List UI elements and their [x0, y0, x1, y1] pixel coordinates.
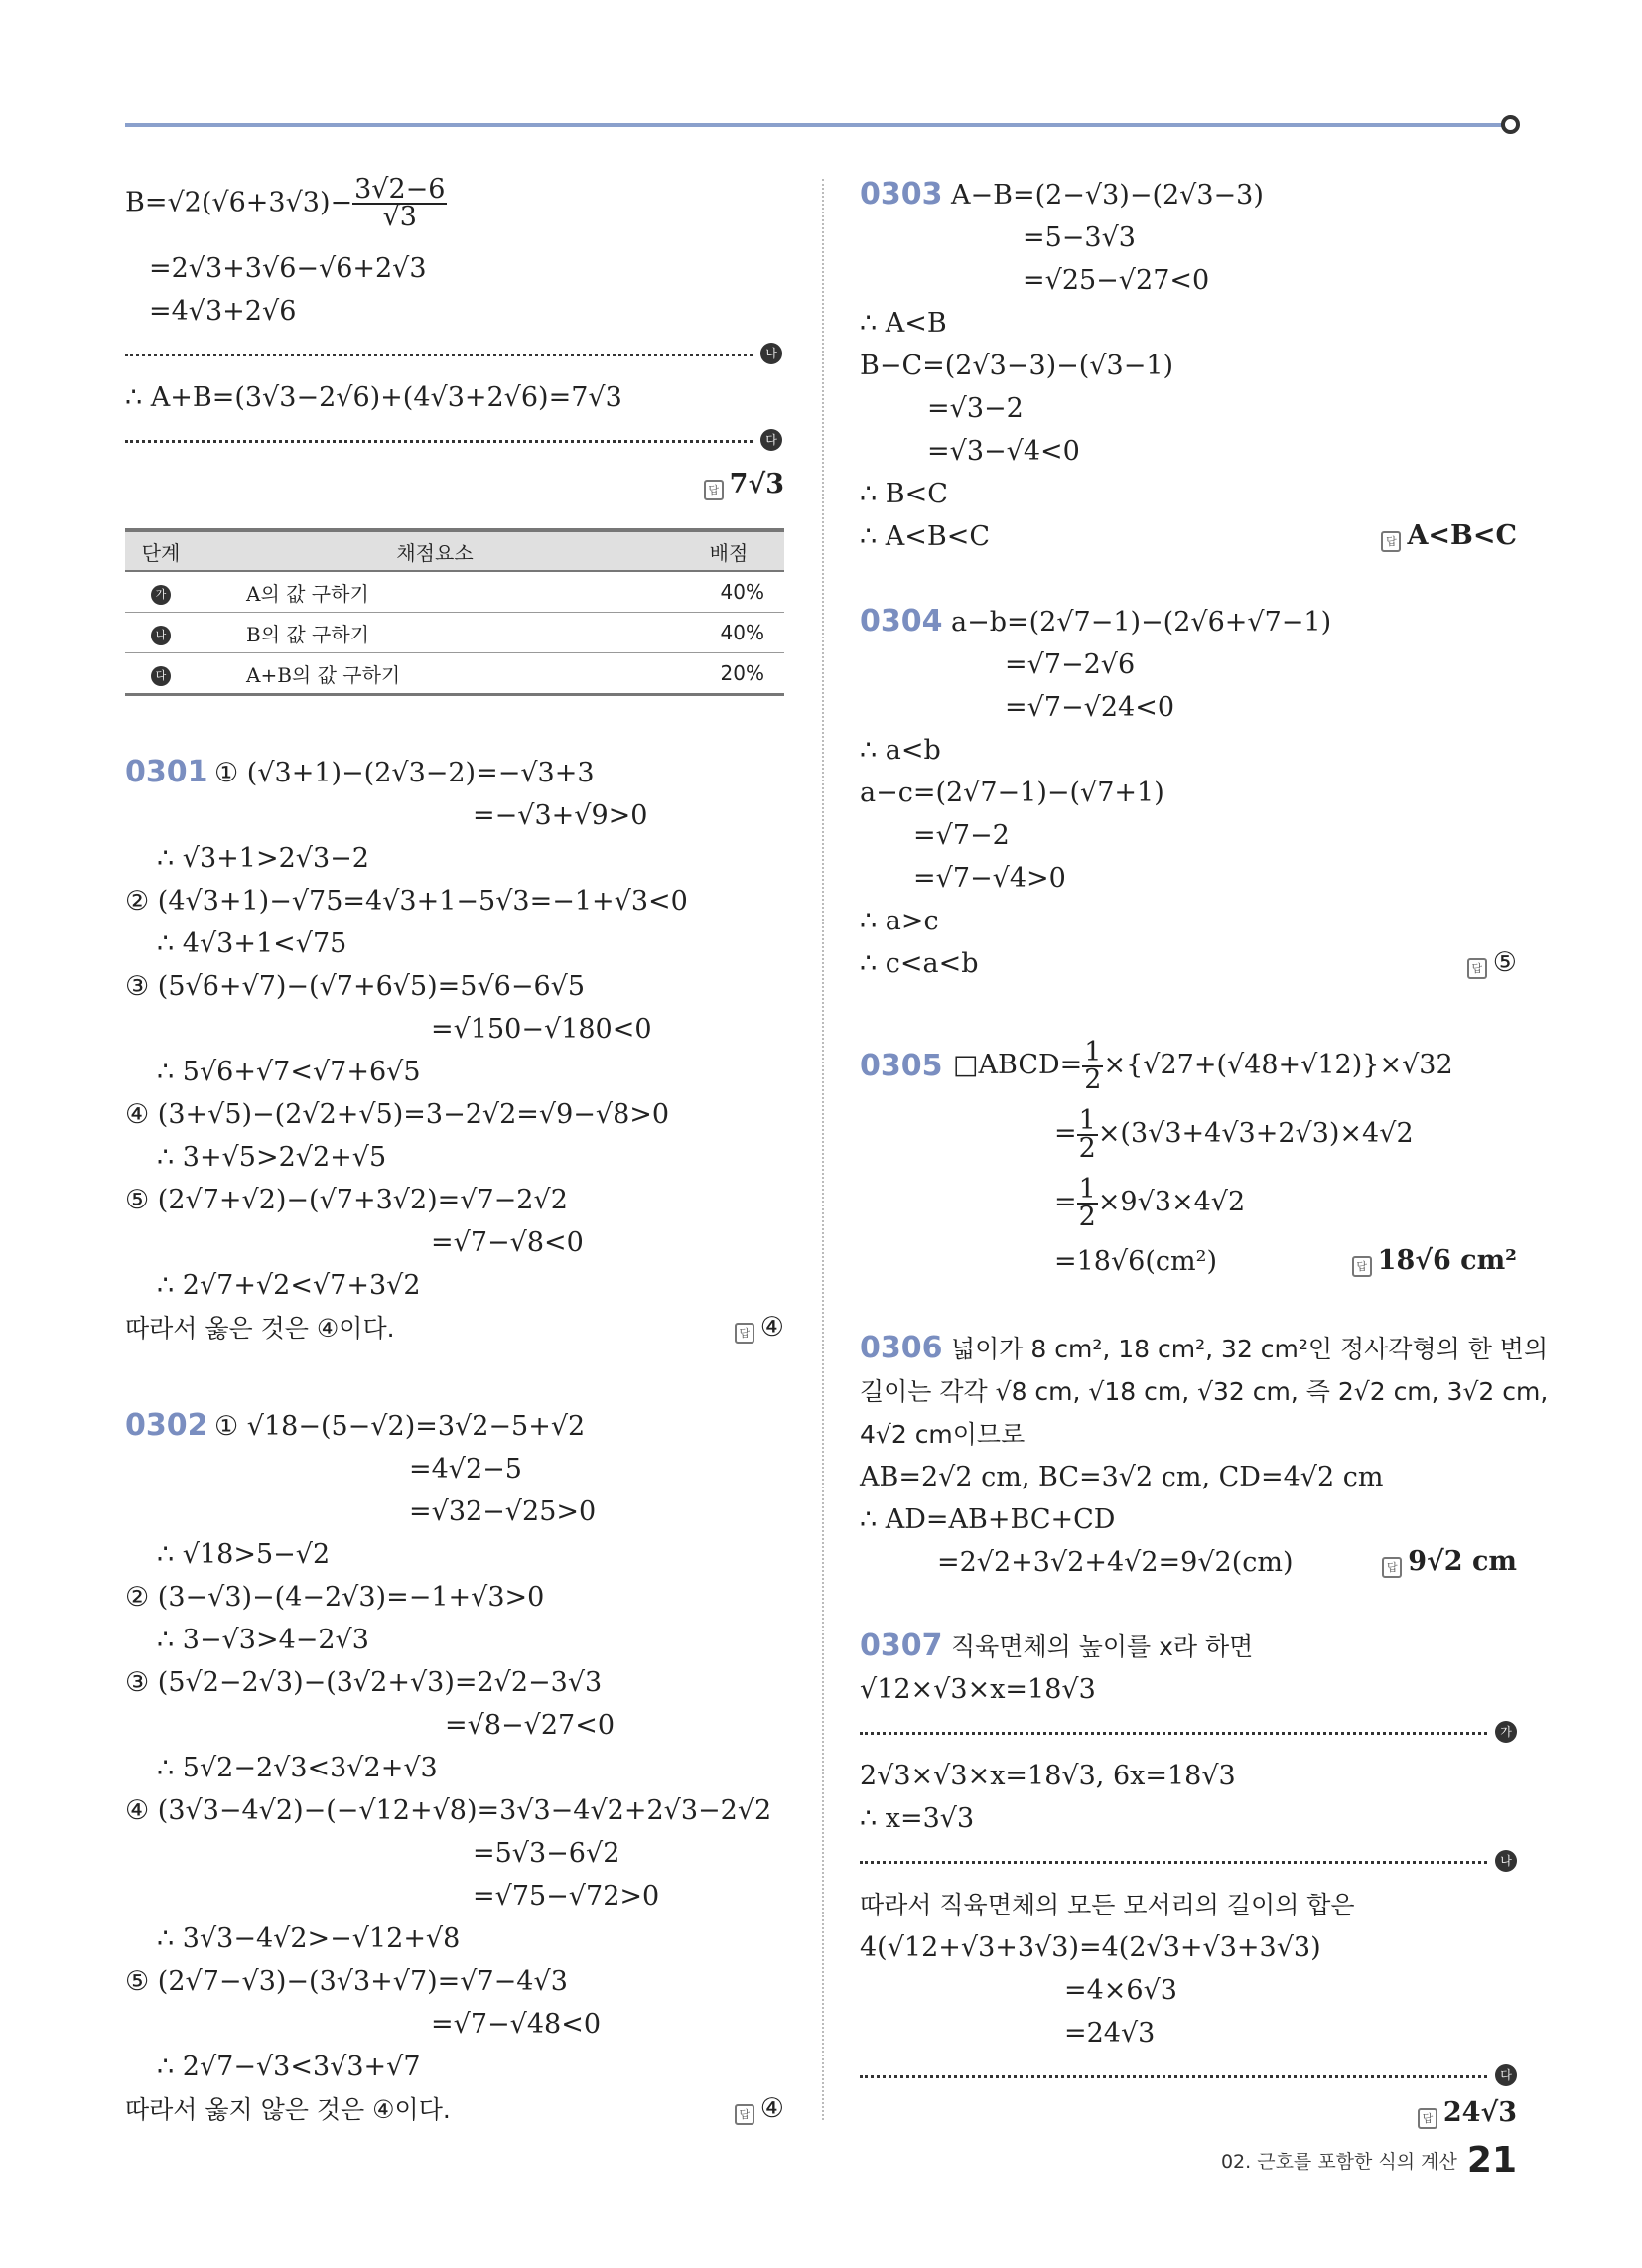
solution-line: ④ (3√3−4√2)−(−√12+√8)=3√3−4√2+2√3−2√2 — [125, 1795, 772, 1826]
answer-0305: 답 18√6 cm² — [1352, 1245, 1517, 1277]
solution-line: ∴ 2√7−√3<3√3+√7 — [157, 2052, 421, 2082]
solution-line: ∴ B<C — [860, 479, 948, 509]
answer-icon: 답 — [704, 480, 724, 500]
solution-line: 4(√12+√3+3√3)=4(2√3+√3+3√3) — [860, 1932, 1321, 1963]
answer-icon: 답 — [1418, 2108, 1437, 2129]
dotted-separator — [860, 1861, 1487, 1864]
b-first-line: B=√2(√6+3√3)− $\frac{3√2-6}{√3}$ — [125, 174, 446, 232]
solution-line: =√3−2 — [927, 393, 1024, 424]
solution-line: =√7−√48<0 — [431, 2009, 601, 2040]
solution-line: =√8−√27<0 — [445, 1710, 615, 1741]
solution-line: 길이는 각각 √8 cm, √18 cm, √32 cm, 즉 2√2 cm, 3√2 cm, — [860, 1377, 1549, 1406]
b-line: =2√3+3√6−√6+2√3 — [149, 253, 427, 284]
solution-line: =24√3 — [1064, 2018, 1156, 2049]
solution-line: =√7−√4>0 — [913, 863, 1066, 894]
solution-line: ④ (3+√5)−(2√2+√5)=3−2√2=√9−√8>0 — [125, 1099, 670, 1130]
solution-line: a−c=(2√7−1)−(√7+1) — [860, 778, 1164, 808]
solution-line: =5√3−6√2 — [473, 1838, 620, 1869]
answer-icon: 답 — [1467, 958, 1487, 979]
page-number: 21 — [1466, 2140, 1517, 2181]
problem-id: 0306 — [860, 1331, 943, 1365]
sum-line: ∴ A+B=(3√3−2√6)+(4√3+2√6)=7√3 — [125, 382, 622, 413]
table-cell: 40% — [673, 571, 784, 613]
dotted-separator — [860, 2075, 1487, 2078]
dotted-separator — [860, 1732, 1487, 1735]
conclusion: 따라서 옳지 않은 것은 ④이다. — [125, 2095, 451, 2124]
solution-line: =√25−√27<0 — [1023, 265, 1210, 296]
step-marker: 다 — [151, 666, 171, 686]
table-cell: 20% — [673, 653, 784, 695]
solution-line: a−b=(2√7−1)−(2√6+√7−1) — [951, 607, 1332, 638]
table-header: 배점 — [673, 530, 784, 571]
table-row — [125, 571, 784, 613]
solution-line: A−B=(2−√3)−(2√3−3) — [951, 180, 1264, 211]
answer-0304: 답 ⑤ — [1467, 947, 1517, 979]
chapter-title: 02. 근호를 포함한 식의 계산 — [1220, 2151, 1457, 2173]
problem-id: 0303 — [860, 177, 943, 212]
table-header-row — [125, 530, 784, 571]
column-divider — [822, 179, 824, 2120]
dotted-separator — [125, 440, 753, 443]
area-line: = $\frac{1}{2}$ ×(3√3+4√3+2√3)×4√2 — [1054, 1104, 1414, 1164]
answer-icon: 답 — [735, 1323, 754, 1344]
solution-line: =5−3√3 — [1023, 222, 1136, 253]
problem-id: 0301 — [125, 755, 208, 789]
solution-line: =√7−2√6 — [1005, 649, 1136, 680]
solution-line: ⑤ (2√7+√2)−(√7+3√2)=√7−2√2 — [125, 1185, 568, 1215]
step-da-marker: 다 — [1495, 2064, 1517, 2086]
solution-line: =18√6(cm²) — [1054, 1246, 1217, 1277]
solution-line: ∴ 5√6+√7<√7+6√5 — [157, 1057, 421, 1087]
solution-line: 2√3×√3×x=18√3, 6x=18√3 — [860, 1761, 1236, 1791]
b-line: =4√3+2√6 — [149, 296, 297, 327]
problem-id: 0304 — [860, 604, 943, 638]
answer-top: 답 7√3 — [704, 469, 784, 500]
step-na-marker: 나 — [760, 343, 782, 364]
area-line: = $\frac{1}{2}$ ×9√3×4√2 — [1054, 1173, 1246, 1232]
step-marker: 나 — [151, 626, 171, 645]
solution-line: =4√2−5 — [409, 1454, 522, 1485]
solution-line: =√3−√4<0 — [927, 436, 1080, 467]
conclusion: 따라서 옳은 것은 ④이다. — [125, 1314, 395, 1343]
problem-id: 0305 — [860, 1049, 943, 1083]
answer-icon: 답 — [1352, 1256, 1372, 1277]
answer-0306: 답 9√2 cm — [1382, 1546, 1517, 1578]
solution-line: ∴ AD=AB+BC+CD — [860, 1504, 1116, 1535]
answer-icon: 답 — [1381, 531, 1401, 552]
solution-line: =2√2+3√2+4√2=9√2(cm) — [937, 1547, 1294, 1578]
solution-line: √12×√3×x=18√3 — [860, 1674, 1096, 1705]
answer-0302: 답 ④ — [735, 2093, 784, 2125]
solution-line: ∴ 2√7+√2<√7+3√2 — [157, 1270, 421, 1301]
solution-line: ∴ √3+1>2√3−2 — [157, 843, 369, 874]
answer-icon: 답 — [1382, 1557, 1402, 1578]
solution-line: 4√2 cm이므로 — [860, 1420, 1026, 1449]
solution-line: ③ (5√6+√7)−(√7+6√5)=5√6−6√5 — [125, 971, 586, 1002]
solution-line: 따라서 직육면체의 모든 모서리의 길이의 합은 — [860, 1891, 1355, 1919]
solution-line: =√7−√24<0 — [1005, 692, 1174, 723]
top-rule — [125, 123, 1507, 127]
solution-line: ∴ 3−√3>4−2√3 — [157, 1625, 369, 1655]
answer-0303: 답 A<B<C — [1381, 520, 1517, 552]
solution-line: =√32−√25>0 — [409, 1496, 597, 1527]
solution-line: =√150−√180<0 — [431, 1014, 652, 1045]
problem-id: 0307 — [860, 1629, 943, 1663]
solution-line: ∴ 5√2−2√3<3√2+√3 — [157, 1753, 438, 1783]
solution-line: ③ (5√2−2√3)−(3√2+√3)=2√2−3√3 — [125, 1667, 603, 1698]
solution-line: ∴ A<B — [860, 308, 947, 339]
problem-id: 0302 — [125, 1408, 208, 1443]
solution-line: ∴ A<B<C — [860, 521, 991, 552]
table-cell: 40% — [673, 613, 784, 653]
scoring-table — [125, 528, 784, 696]
solution-line: ⑤ (2√7−√3)−(3√3+√7)=√7−4√3 — [125, 1966, 568, 1997]
solution-line: =√75−√72>0 — [473, 1881, 660, 1912]
area-line: □ABCD= $\frac{1}{2}$ ×{√27+(√48+√12)}×√32 — [953, 1036, 1453, 1095]
dotted-separator — [125, 354, 753, 356]
step-ga-marker: 가 — [1495, 1721, 1517, 1743]
answer-0301: 답 ④ — [735, 1312, 784, 1344]
step-da-marker: 다 — [760, 429, 782, 451]
page-footer — [1221, 2140, 1517, 2181]
table-row — [125, 613, 784, 653]
solution-line: =√7−2 — [913, 820, 1010, 851]
solution-line: ① √18−(5−√2)=3√2−5+√2 — [214, 1411, 586, 1442]
solution-line: ∴ a>c — [860, 906, 939, 936]
top-rule-dot — [1501, 115, 1520, 134]
solution-line: AB=2√2 cm, BC=3√2 cm, CD=4√2 cm — [860, 1462, 1384, 1492]
solution-line: ∴ c<a<b — [860, 948, 979, 979]
solution-line: =4×6√3 — [1064, 1975, 1177, 2006]
table-row — [125, 653, 784, 695]
solution-line: B−C=(2√3−3)−(√3−1) — [860, 351, 1174, 381]
answer-icon: 답 — [735, 2104, 754, 2125]
table-header: 단계 — [125, 530, 197, 571]
solution-line: 직육면체의 높이를 x라 하면 — [951, 1632, 1254, 1661]
step-na-marker: 나 — [1495, 1850, 1517, 1872]
fraction: $\frac{3√2-6}{√3}$ — [354, 174, 446, 232]
step-marker: 가 — [151, 585, 171, 605]
solution-line: ∴ 3√3−4√2>−√12+√8 — [157, 1923, 461, 1954]
table-cell: A의 값 구하기 — [197, 571, 673, 613]
table-cell: A+B의 값 구하기 — [197, 653, 673, 695]
table-header: 채점요소 — [197, 530, 673, 571]
solution-line: =−√3+√9>0 — [473, 800, 648, 831]
solution-line: ∴ √18>5−√2 — [157, 1539, 331, 1570]
solution-line: ② (4√3+1)−√75=4√3+1−5√3=−1+√3<0 — [125, 886, 688, 917]
solution-line: ② (3−√3)−(4−2√3)=−1+√3>0 — [125, 1582, 545, 1613]
solution-line: ① (√3+1)−(2√3−2)=−√3+3 — [214, 758, 595, 788]
solution-line: 넓이가 8 cm², 18 cm², 32 cm²인 정사각형의 한 변의 — [951, 1335, 1549, 1363]
solution-line: ∴ a<b — [860, 735, 941, 766]
table-cell: B의 값 구하기 — [197, 613, 673, 653]
answer-0307: 답 24√3 — [1418, 2097, 1517, 2129]
solution-line: ∴ 3+√5>2√2+√5 — [157, 1142, 387, 1173]
solution-line: ∴ x=3√3 — [860, 1803, 975, 1834]
solution-line: =√7−√8<0 — [431, 1227, 584, 1258]
solution-line: ∴ 4√3+1<√75 — [157, 928, 347, 959]
